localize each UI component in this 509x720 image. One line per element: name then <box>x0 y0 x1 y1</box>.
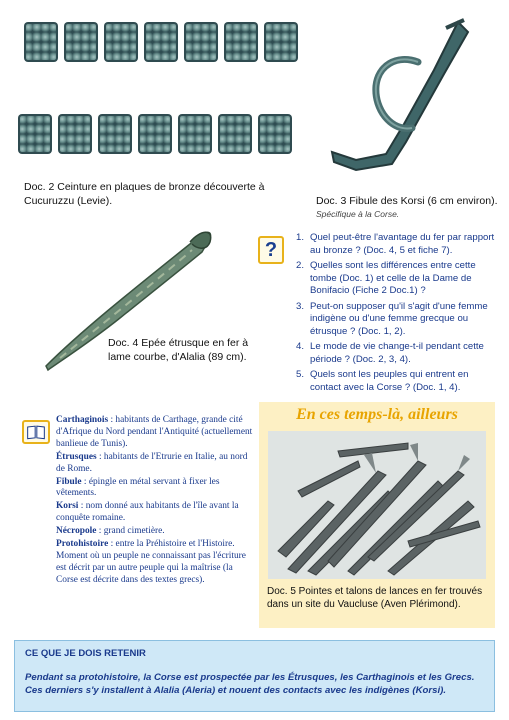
glossary-entry: Korsi : nom donné aux habitants de l'île avant la conquête romaine. <box>56 501 239 524</box>
question-mark-icon: ? <box>258 236 284 264</box>
glossary-entry: Étrusques : habitants de l'Etrurie en Italie, au nord de Rome. <box>56 451 248 474</box>
fibula-image <box>326 14 486 190</box>
book-icon <box>22 420 50 444</box>
glossary-entry: Protohistoire : entre la Préhistoire et l'Histoire. Moment où un peuple ne connaissant pas l'écriture est décrit par un autre peuple qui la maîtrise (la Corse est décrite dans des textes grecs). <box>56 539 246 585</box>
retenir-text: Pendant sa protohistoire, la Corse est prospectée par les Étrusques, les Carthaginois et les Grecs. Ces derniers s'y installent à Alalia (Aleria) et nouent des contacts avec les indigènes (Korsi). <box>25 672 475 696</box>
glossary <box>56 415 254 588</box>
question-list <box>296 232 496 397</box>
glossary-entry: Fibule : épingle en métal servant à fixer les vêtements. <box>56 476 220 499</box>
glossary-entry: Carthaginois : habitants de Carthage, grande cité d'Afrique du Nord pendant l'Antiquité (actuellement banlieue de Tunis). <box>56 415 253 449</box>
doc5-caption: Doc. 5 Pointes et talons de lances en fer trouvés dans un site du Vaucluse (Aven Plérimond). <box>267 586 483 610</box>
doc3-note: Spécifique à la Corse. <box>316 209 400 219</box>
question-item: 5. Quels sont les peuples qui entrent en contact avec la Corse ? (Doc. 1, 4). <box>296 369 469 393</box>
doc3-caption: Doc. 3 Fibule des Korsi (6 cm environ). <box>316 195 498 207</box>
retenir-box <box>14 640 495 712</box>
question-item: 4. Le mode de vie change-t-il pendant cette période ? (Doc. 2, 3, 4). <box>296 341 484 365</box>
ailleurs-box <box>259 402 495 628</box>
retenir-title: CE QUE JE DOIS RETENIR <box>25 648 146 659</box>
spearheads-image <box>268 431 486 579</box>
belt-plaques-image <box>24 16 302 172</box>
glossary-entry: Nécropole : grand cimetière. <box>56 526 165 537</box>
question-item: 3. Peut-on supposer qu'il s'agit d'une femme indigène ou d'une femme grecque ou étrusque ? (Doc. 1, 2). <box>296 300 488 337</box>
ailleurs-title: En ces temps-là, ailleurs <box>296 406 458 423</box>
question-item: 1. Quel peut-être l'avantage du fer par rapport au bronze ? (Doc. 4, 5 et fiche 7). <box>296 232 495 256</box>
doc2-caption: Doc. 2 Ceinture en plaques de bronze découverte à Cucuruzzu (Levie). <box>24 181 265 207</box>
doc4-caption: Doc. 4 Epée étrusque en fer à lame courbe, d'Alalia (89 cm). <box>108 337 249 363</box>
question-item: 2. Quelles sont les différences entre cette tombe (Doc. 1) et celle de la Dame de Bonifacio (Fiche 2 Doc.1) ? <box>296 260 476 296</box>
